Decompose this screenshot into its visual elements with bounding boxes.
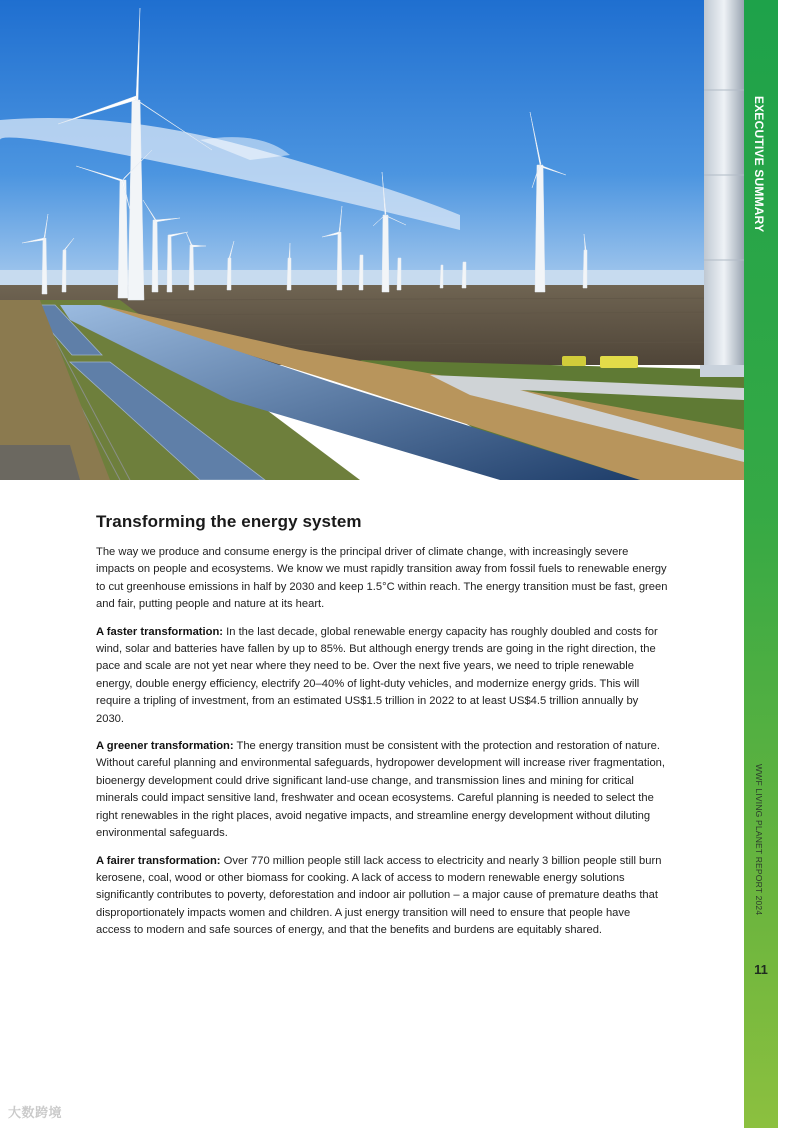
article-title: Transforming the energy system [96, 512, 362, 531]
paragraph-lead: A fairer transformation: [96, 854, 221, 867]
hero-photo [0, 0, 744, 480]
paragraph-body: Over 770 million people still lack access to electricity and nearly 3 billion people still burn kerosene, coal, wood or other biomass for cooking. A lack of access to modern renewable energy solutions significantly contributes to poverty, deforestation and indoor air pollution – a major cause of premature deaths that disproportionately impacts women and children. A just energy transition will need to ensure that people have access to modern and safe sources of energy, and that the benefits and burdens are equitably shared. [96, 854, 662, 937]
wind-farm-illustration [0, 0, 744, 480]
watermark: 大数跨境 [8, 1105, 63, 1120]
paragraph-body: In the last decade, global renewable energy capacity has roughly doubled and costs for wind, solar and batteries have fallen by up to 85%. But although energy trends are going in the right direction, the pace and scale are not yet near where they need to be. Over the next five years, we need to triple renewable energy, double energy efficiency, electrify 20–40% of light-duty vehicles, and modernize energy grids. This will require a tripling of investment, from an estimated US$1.5 trillion in 2022 to at least US$4.5 trillion annually by 2030. [96, 625, 658, 725]
article [96, 512, 668, 950]
paragraph-body: The energy transition must be consistent with the protection and restoration of nature. Without careful planning and environmental safeguards, hydropower development will increase river fragmentation, bioenergy development could drive significant land-use change, and transmission lines and mining for critical minerals could impact sensitive land, freshwater and ocean ecosystems. Careful planning is needed to select the right renewables in the right places, avoid negative impacts, and streamline energy development without diluting environmental safeguards. [96, 740, 666, 840]
fairer-transformation-paragraph [96, 853, 668, 940]
faster-transformation-paragraph [96, 624, 668, 728]
report-name: WWF LIVING PLANET REPORT 2024 [754, 764, 764, 916]
intro-paragraph: The way we produce and consume energy is the principal driver of climate change, with increasingly severe impacts on people and ecosystems. We know we must rapidly transition away from fossil fuels to renewable energy to cut greenhouse emissions in half by 2030 and keep 1.5°C within reach. The energy transition must be fast, green and fair, putting people and nature at its heart. [96, 546, 668, 611]
page-edge [778, 0, 792, 1128]
section-label: EXECUTIVE SUMMARY [752, 96, 766, 233]
greener-transformation-paragraph [96, 738, 668, 842]
paragraph-lead: A greener transformation: [96, 740, 234, 753]
paragraph-lead: A faster transformation: [96, 625, 224, 638]
page-number: 11 [754, 962, 768, 977]
